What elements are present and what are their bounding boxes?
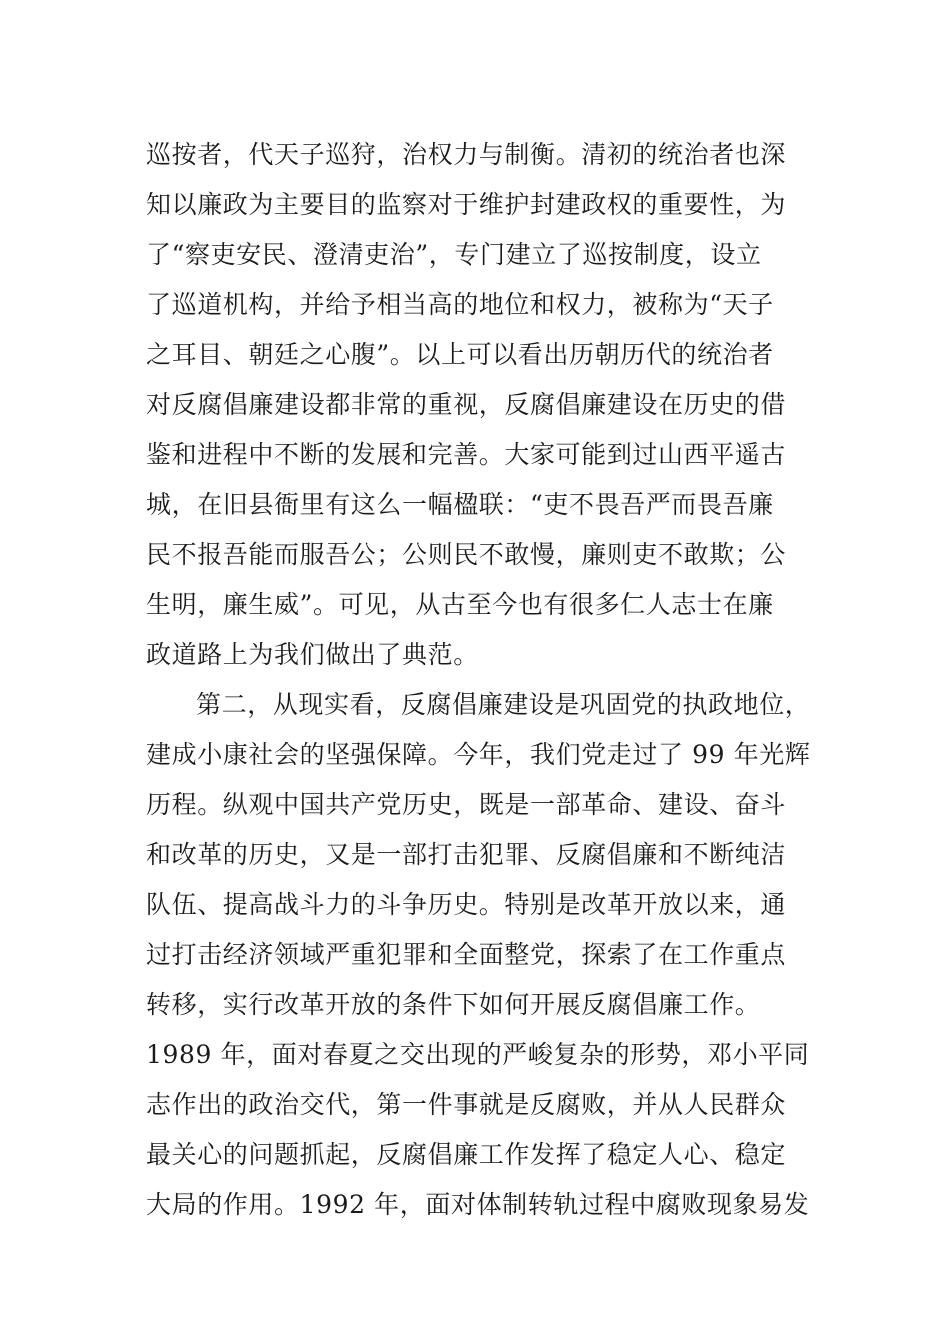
body-text <box>146 130 836 1230</box>
text-line: 和改革的历史，又是一部打击犯罪、反腐倡廉和不断纯洁 <box>146 840 787 869</box>
text-line: 队伍、提高战斗力的斗争历史。特别是改革开放以来，通 <box>146 890 787 919</box>
text-line: 1989 年，面对春夏之交出现的严峻复杂的形势，邓小平同 <box>146 1040 810 1069</box>
text-line: 之耳目、朝廷之心腹”。以上可以看出历朝历代的统治者 <box>146 340 774 369</box>
text-line: 历程。纵观中国共产党历史，既是一部革命、建设、奋斗 <box>146 790 787 819</box>
paragraph-first-line: 第二，从现实看，反腐倡廉建设是巩固党的执政地位， <box>196 690 811 719</box>
text-line: 了“察吏安民、澄清吏治”，专门建立了巡按制度，设立 <box>146 240 762 269</box>
text-line: 巡按者，代天子巡狩，治权力与制衡。清初的统治者也深 <box>146 140 787 169</box>
text-line: 知以廉政为主要目的监察对于维护封建政权的重要性，为 <box>146 190 787 219</box>
text-line: 过打击经济领域严重犯罪和全面整党，探索了在工作重点 <box>146 940 787 969</box>
text-line: 民不报吾能而服吾公；公则民不敢慢，廉则吏不敢欺；公 <box>146 540 787 569</box>
text-line: 城，在旧县衙里有这么一幅楹联：“吏不畏吾严而畏吾廉 <box>146 490 774 519</box>
text-line: 最关心的问题抓起，反腐倡廉工作发挥了稳定人心、稳定 <box>146 1140 787 1169</box>
text-line: 对反腐倡廉建设都非常的重视，反腐倡廉建设在历史的借 <box>146 390 787 419</box>
text-line: 政道路上为我们做出了典范。 <box>146 640 479 669</box>
text-line: 建成小康社会的坚强保障。今年，我们党走过了 99 年光辉 <box>146 740 811 769</box>
text-line: 大局的作用。1992 年，面对体制转轨过程中腐败现象易发 <box>146 1190 810 1219</box>
text-line: 鉴和进程中不断的发展和完善。大家可能到过山西平遥古 <box>146 440 787 469</box>
text-line: 志作出的政治交代，第一件事就是反腐败，并从人民群众 <box>146 1090 787 1119</box>
text-line: 了巡道机构，并给予相当高的地位和权力，被称为“天子 <box>146 290 774 319</box>
text-line: 转移，实行改革开放的条件下如何开展反腐倡廉工作。 <box>146 990 761 1019</box>
text-line: 生明，廉生威”。可见，从古至今也有很多仁人志士在廉 <box>146 590 774 619</box>
